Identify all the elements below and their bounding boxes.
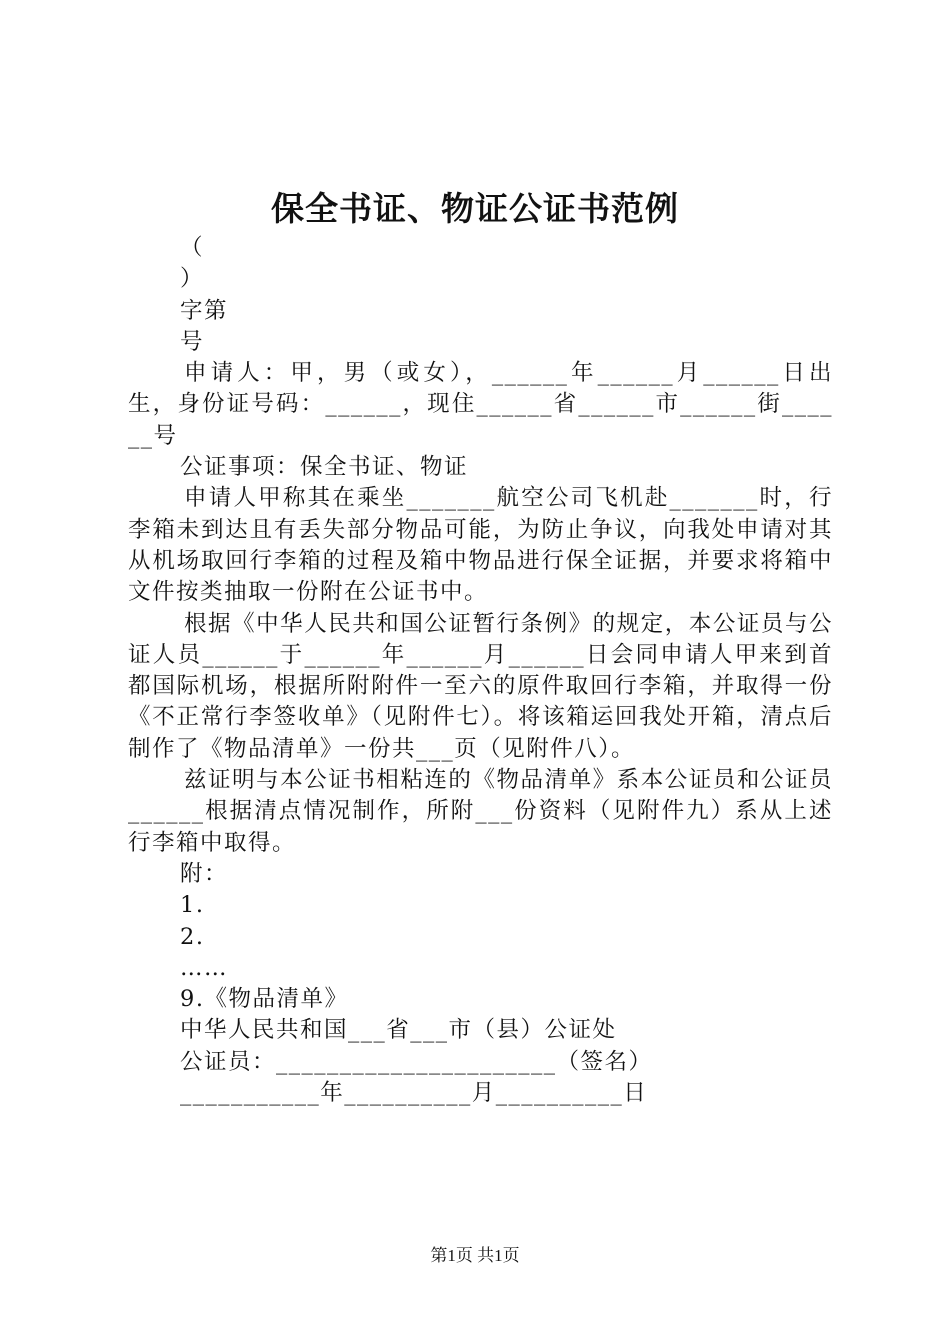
header-line-zidi: 字第 <box>180 297 229 324</box>
applicant-paragraph: 申请人：甲，男（或女），______年______月______日出生，身份证号码：______，现住______省______市______街______号 <box>128 360 833 449</box>
notarial-matter-line: 公证事项：保全书证、物证 <box>180 454 469 481</box>
statement-paragraph: 申请人甲称其在乘坐_______航空公司飞机赴_______时，行李箱未到达且有丢失部分物品可能，为防止争议，向我处申请对其从机场取回行李箱的过程及箱中物品进行保全证据，并要求将箱中文件按类抽取一份附在公证书中。 <box>128 485 833 606</box>
page-number-footer: 第1页 共1页 <box>430 1246 520 1265</box>
header-line-hao: 号 <box>180 328 205 355</box>
attachment-item: 1. <box>180 892 205 919</box>
document-body <box>128 233 833 1109</box>
notary-office-line: 中华人民共和国___省___市（县）公证处 <box>180 1017 617 1044</box>
date-line: ___________年__________月__________日 <box>180 1080 648 1107</box>
notary-signature-line: 公证员：______________________（签名） <box>180 1048 653 1075</box>
procedure-paragraph: 根据《中华人民共和国公证暂行条例》的规定，本公证员与公证人员______于______年______月______日会同申请人甲来到首都国际机场，根据所附附件一至六的原件取回行李箱，并取得一份《不正常行李签收单》（见附件七）。将该箱运回我处开箱，清点后制作了《物品清单》一份共___页（见附件八）。 <box>128 610 833 762</box>
attachments-label: 附： <box>180 860 229 887</box>
header-line-close-paren: ） <box>180 266 205 293</box>
certification-paragraph: 兹证明与本公证书相粘连的《物品清单》系本公证员和公证员______根据清点情况制作，所附___份资料（见附件九）系从上述行李箱中取得。 <box>128 767 833 856</box>
header-line-open-paren: （ <box>180 235 205 261</box>
attachment-item: 2. <box>180 923 205 950</box>
attachment-ellipsis: …… <box>180 954 228 981</box>
attachment-item: 9.《物品清单》 <box>180 986 349 1013</box>
document-title: 保全书证、物证公证书范例 <box>271 189 679 228</box>
